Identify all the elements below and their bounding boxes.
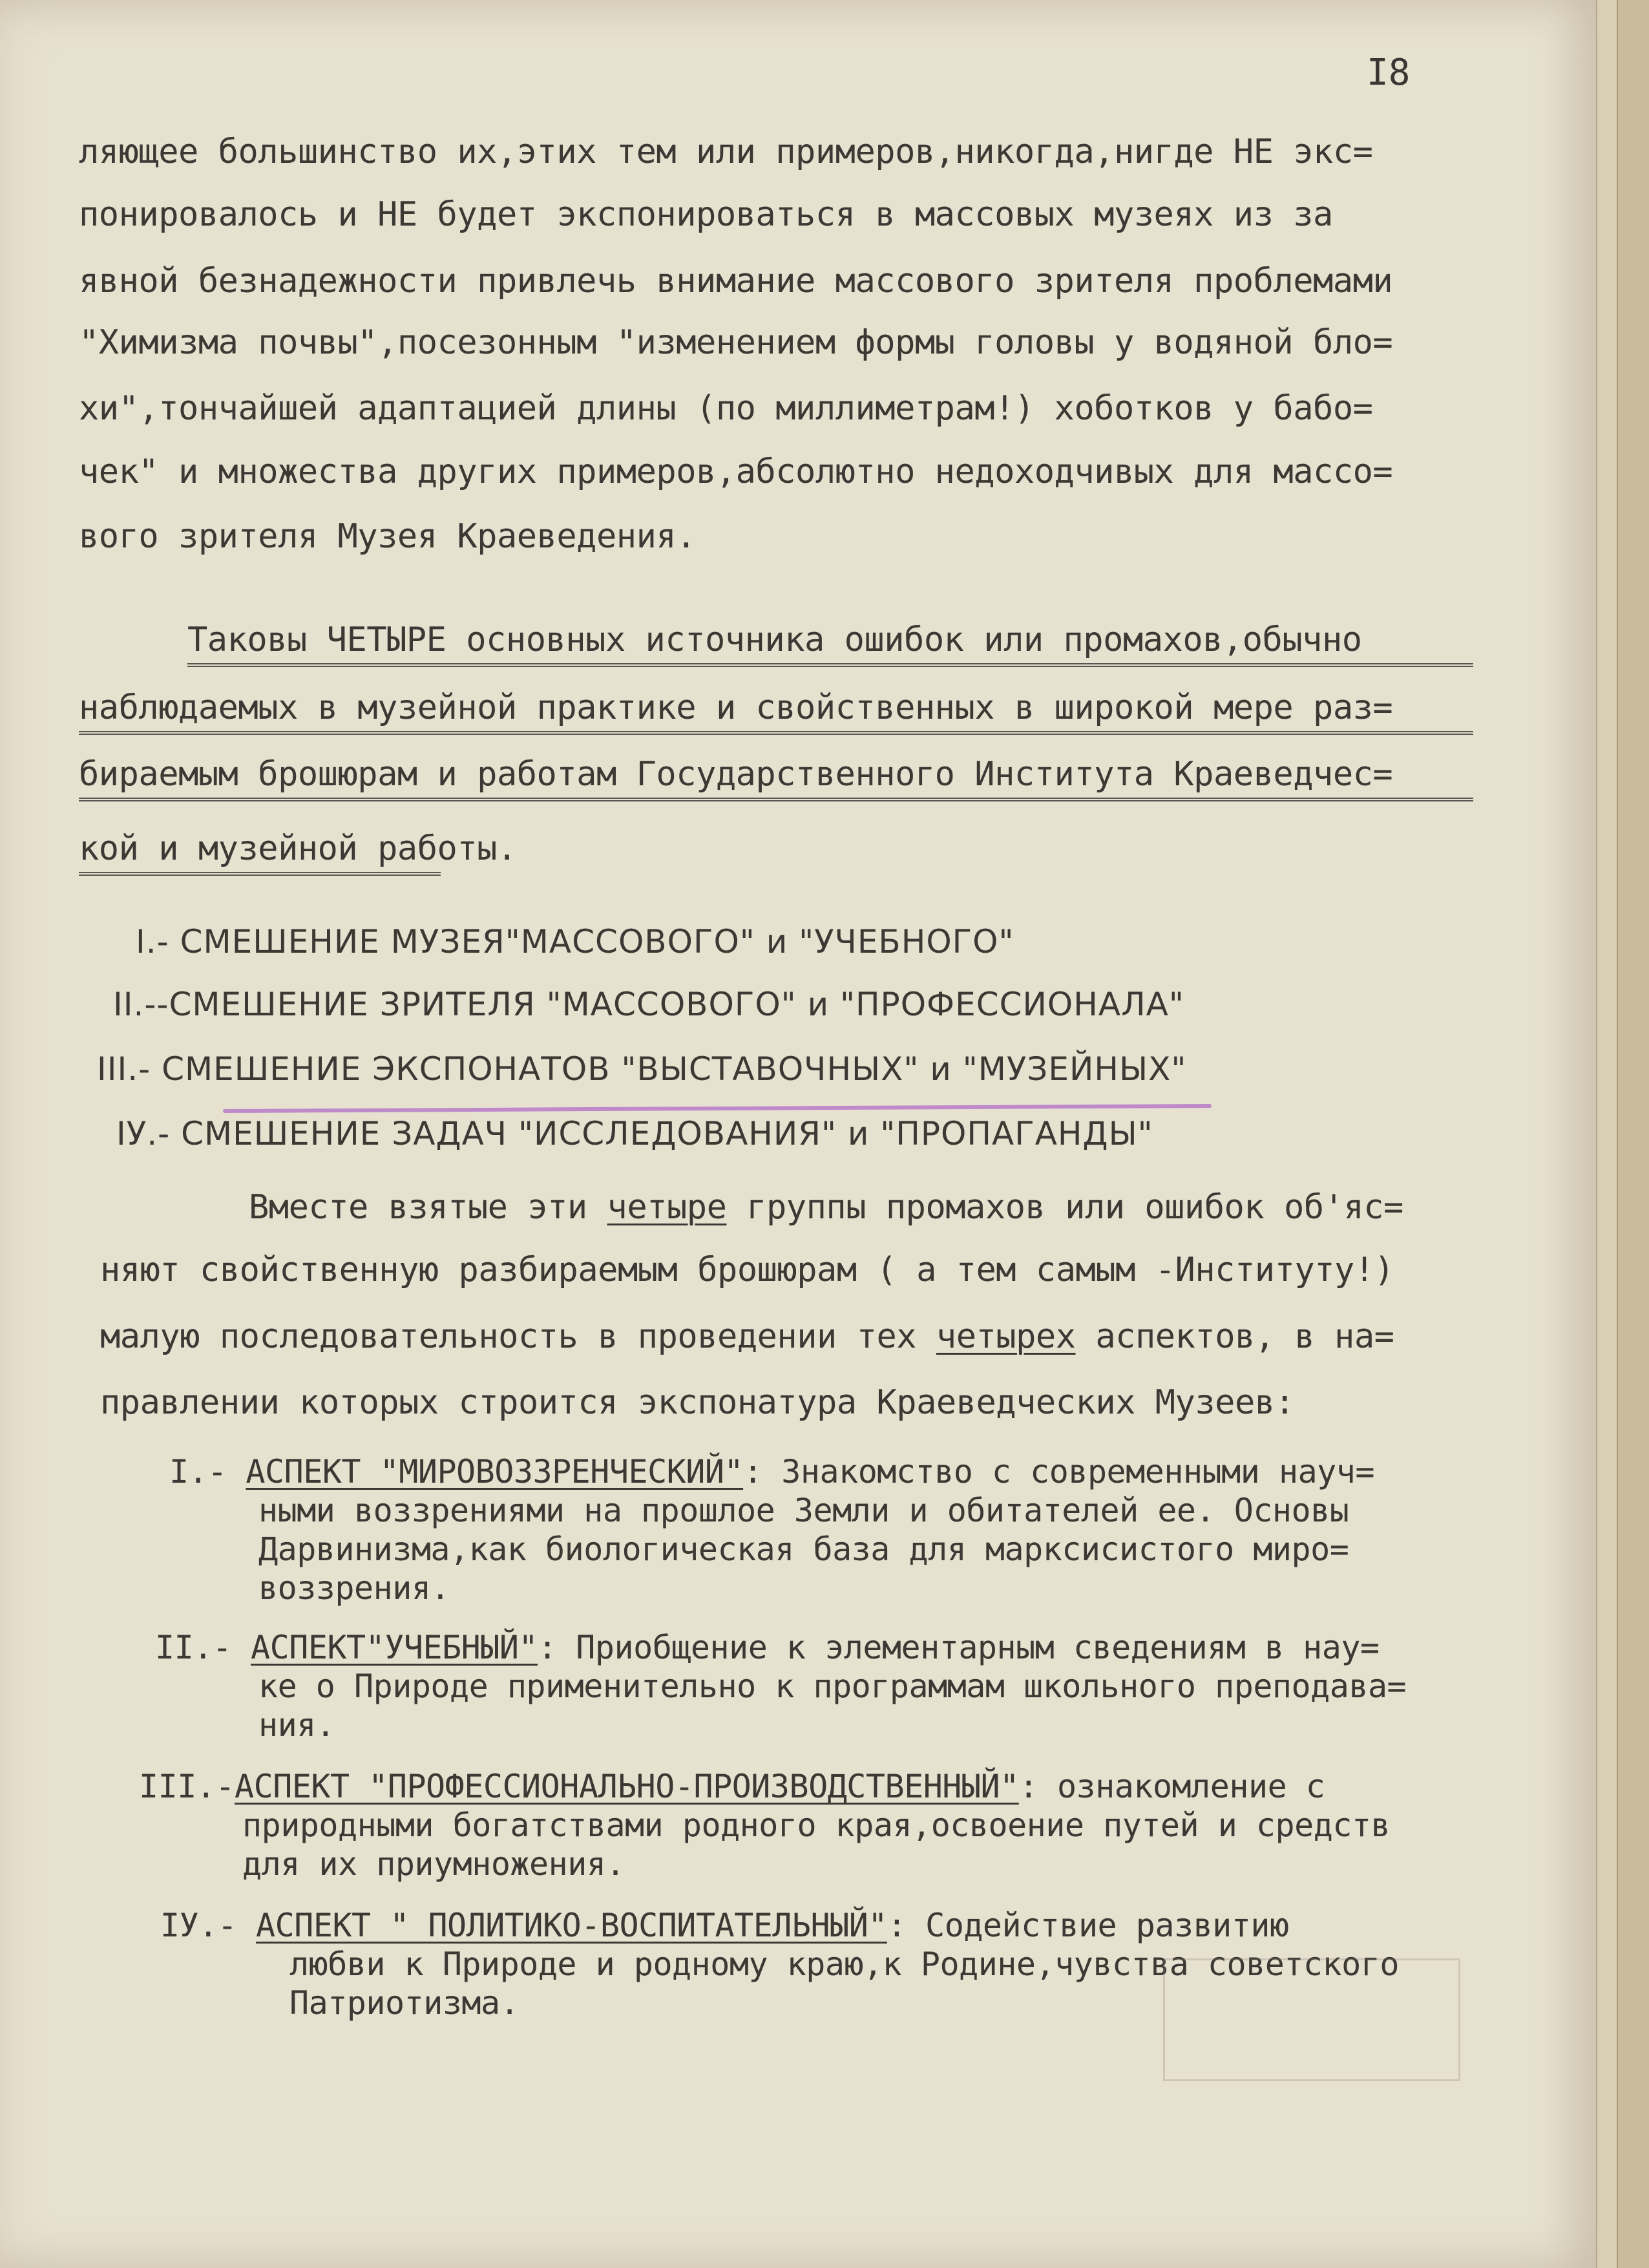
page-number: I8 (1367, 52, 1411, 94)
error-item: I.- СМЕШЕНИЕ МУЗЕЯ"МАССОВОГО" и "УЧЕБНОГО" (136, 923, 1014, 960)
text-line: ке о Природе применительно к программам школьного преподава= (258, 1668, 1407, 1705)
error-item: II.--СМЕШЕНИЕ ЗРИТЕЛЯ "МАССОВОГО" и "ПРОФЕССИОНАЛА" (113, 986, 1184, 1023)
text-line: правлении которых строится экспонатура Краеведческих Музеев: (100, 1383, 1295, 1422)
text-line: Патриотизма. (289, 1984, 520, 2022)
text-line: бираемым брошюрам и работам Государственного Института Краеведчес= (79, 755, 1473, 801)
faint-stamp-bleedthrough (1163, 1958, 1460, 2081)
text-line: ными воззрениями на прошлое Земли и обитателей ее. Основы (258, 1492, 1349, 1529)
aspect-item: III.-АСПЕКТ "ПРОФЕССИОНАЛЬНО-ПРОИЗВОДСТВЕННЫЙ": ознакомление с (139, 1768, 1325, 1805)
error-item: III.- СМЕШЕНИЕ ЭКСПОНАТОВ "ВЫСТАВОЧНЫХ" и "МУЗЕЙНЫХ" (97, 1050, 1187, 1088)
text-line: Вместе взятые эти четыре группы промахов или ошибок об'яс= (249, 1188, 1403, 1227)
text-line: малую последовательность в проведении тех четырех аспектов, в на= (100, 1317, 1394, 1356)
text-line: вого зрителя Музея Краеведения. (79, 517, 697, 556)
text-line: няют свойственную разбираемым брошюрам ( а тем самым -Институту!) (100, 1251, 1394, 1289)
page-edge-back (1617, 0, 1649, 2268)
text-line: природными богатствами родного края,освоение путей и средств (242, 1807, 1391, 1844)
text-line: любви к Природе и родному краю,к Родине,чувства советского (289, 1945, 1399, 1983)
text-line: кой и музейной работы. (79, 829, 441, 876)
text-line: чек" и множества других примеров,абсолютно недоходчивых для массо= (79, 452, 1393, 491)
error-item: IУ.- СМЕШЕНИЕ ЗАДАЧ "ИССЛЕДОВАНИЯ" и "ПРОПАГАНДЫ" (116, 1115, 1153, 1152)
text-line: наблюдаемых в музейной практике и свойственных в широкой мере раз= (79, 688, 1473, 735)
text-line: понировалось и НЕ будет экспонироваться в массовых музеях из за (79, 195, 1333, 234)
text-line: "Химизма почвы",посезонным "изменением формы головы у водяной бло= (79, 323, 1393, 362)
text-line: ния. (258, 1706, 335, 1744)
text-line: явной безнадежности привлечь внимание массового зрителя проблемами (79, 262, 1393, 301)
aspect-item: II.- АСПЕКТ"УЧЕБНЫЙ": Приобщение к элементарным сведениям в нау= (155, 1629, 1380, 1666)
text-line: хи",тончайшей адаптацией длины (по миллиметрам!) хоботков у бабо= (79, 389, 1373, 428)
page-edge (1596, 0, 1618, 2268)
aspect-item: IУ.- АСПЕКТ " ПОЛИТИКО-ВОСПИТАТЕЛЬНЫЙ": Содействие развитию (160, 1907, 1289, 1944)
text-line: ляющее большинство их,этих тем или примеров,никогда,нигде НЕ экс= (79, 132, 1373, 171)
text-line: для их приумножения. (242, 1845, 625, 1883)
text-line: Таковы ЧЕТЫРЕ основных источника ошибок или промахов,обычно (187, 620, 1473, 667)
text-line: Дарвинизма,как биологическая база для марксисистого миро= (258, 1531, 1349, 1568)
aspect-item: I.- АСПЕКТ "МИРОВОЗЗРЕНЧЕСКИЙ": Знакомство с современными науч= (169, 1453, 1374, 1490)
text-line: воззрения. (258, 1569, 450, 1607)
